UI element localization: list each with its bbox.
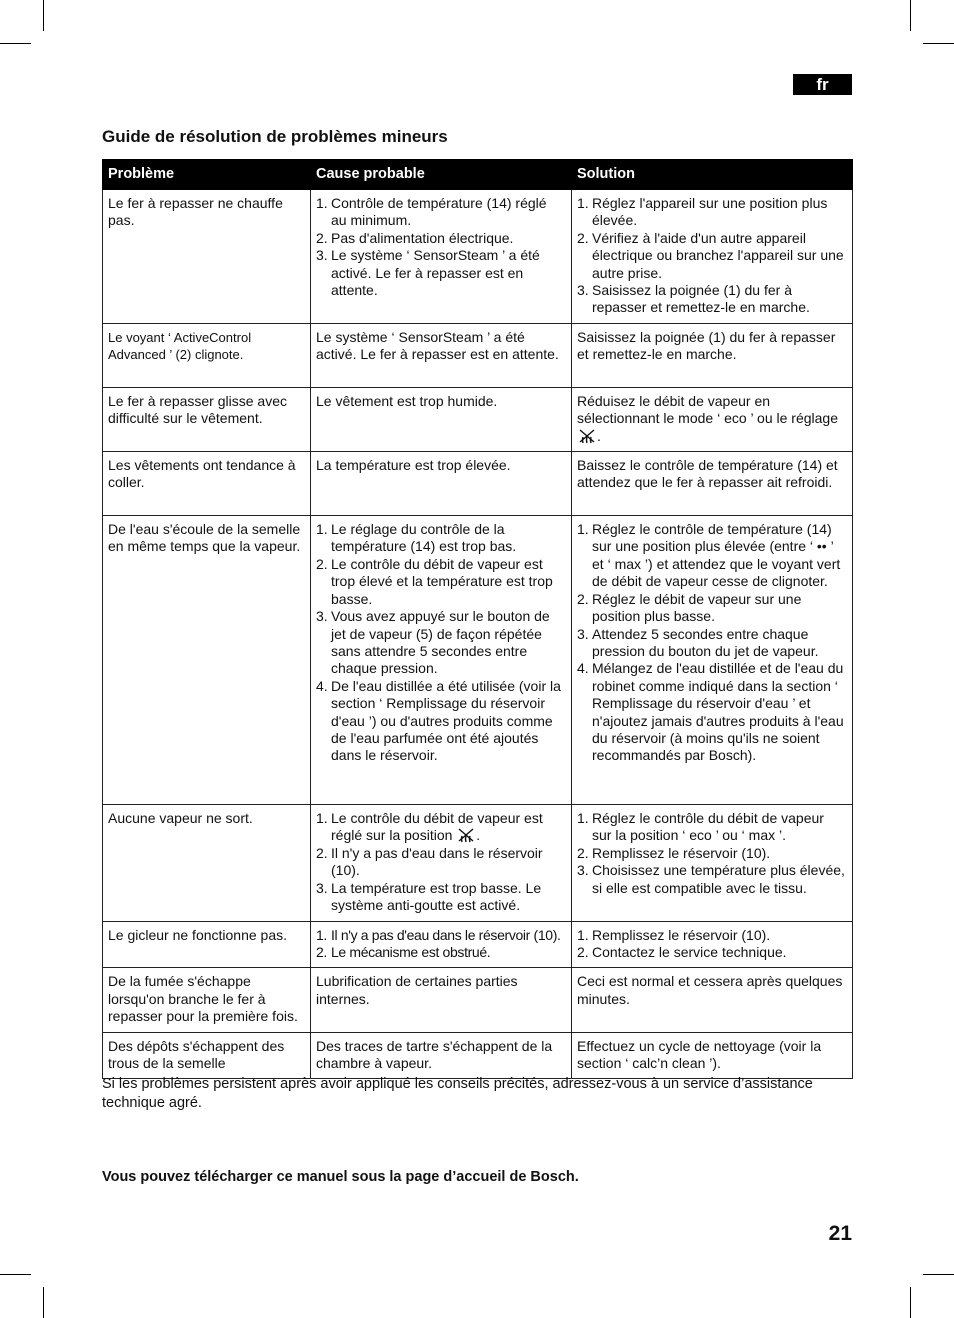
list-item: 3. La température est trop basse. Le système anti-goutte est activé. — [316, 879, 542, 914]
list-item: 1. Réglez le contrôle du débit de vapeur sur la position ‘ eco ’ ou ‘ max ’. — [577, 810, 824, 844]
steam-off-icon — [456, 827, 476, 843]
list-item: 2. Réglez le débit de vapeur sur une position plus basse. — [577, 590, 802, 625]
list-item: 2. Remplissez le réservoir (10). — [577, 844, 771, 861]
list-item: 3. Attendez 5 secondes entre chaque pression du bouton du jet de vapeur. — [577, 625, 819, 659]
solution-cell — [572, 921, 853, 968]
header-solution: Solution — [572, 160, 853, 190]
header-problem: Problème — [103, 160, 311, 190]
table-row — [103, 190, 853, 324]
solution-cell: Baissez le contrôle de température (14) et attendez que le fer à repasser ait refroidi. — [572, 452, 853, 516]
cause-cell: La température est trop élevée. — [311, 452, 572, 516]
list-item: 2. Le mécanisme est obstrué. — [316, 943, 491, 960]
problem-cell: Les vêtements ont tendance à coller. — [103, 452, 311, 516]
crop-mark — [0, 1274, 31, 1275]
persistent-problem-note: Si les problèmes persistent après avoir appliqué les conseils précités, adressez-vous à un service d’assistance technique agré. — [102, 1076, 813, 1111]
list-item: 1. Le réglage du contrôle de la température (14) est trop bas. — [316, 521, 517, 555]
page-number: 21 — [828, 1222, 852, 1245]
list-item: 2. Il n'y a pas d'eau dans le réservoir (10). — [316, 844, 543, 879]
table-row — [103, 1032, 853, 1079]
problem-cell: Le fer à repasser glisse avec difficulté sur le vêtement. — [103, 387, 311, 451]
solution-cell — [572, 190, 853, 324]
table-row — [103, 452, 853, 516]
section-title: Guide de résolution de problèmes mineurs — [102, 127, 448, 146]
solution-cell: Saisissez la poignée (1) du fer à repasser et remettez-le en marche. — [572, 323, 853, 387]
table-row — [103, 968, 853, 1032]
list-item: 4. Mélangez de l'eau distillée et de l'eau du robinet comme indiqué dans la section ‘ Remplissage du réservoir d'eau ’ et n'ajoutez jamais d'autres produits à l'eau du réservoir (à moins qu'ils ne soient recommandés par Bosch). — [577, 660, 844, 764]
table-row — [103, 921, 853, 968]
header-cause: Cause probable — [311, 160, 572, 190]
list-item: 2. Le contrôle du débit de vapeur est trop élevé et la température est trop basse. — [316, 555, 553, 607]
problem-cell: De l'eau s'écoule de la semelle en même temps que la vapeur. — [103, 516, 311, 805]
cause-cell — [311, 805, 572, 921]
list-item: 3. Choisissez une température plus élevée, si elle est compatible avec le tissu. — [577, 862, 845, 896]
crop-mark — [43, 1287, 44, 1318]
list-item: 2. Pas d'alimentation électrique. — [316, 229, 514, 246]
problem-cell: Aucune vapeur ne sort. — [103, 805, 311, 921]
table-row — [103, 387, 853, 451]
solution-cell: Réduisez le débit de vapeur en sélectionnant le mode ‘ eco ’ ou le réglage . — [572, 387, 853, 451]
solution-cell — [572, 516, 853, 805]
language-tab: fr — [793, 74, 852, 95]
table-row — [103, 516, 853, 805]
solution-cell: Effectuez un cycle de nettoyage (voir la section ‘ calc’n clean ’). — [572, 1032, 853, 1079]
list-item: 1. Remplissez le réservoir (10). — [577, 926, 771, 943]
list-item: 3. Vous avez appuyé sur le bouton de jet de vapeur (5) de façon répétée sans attendre 5 secondes entre chaque pression. — [316, 608, 550, 677]
table-row — [103, 323, 853, 387]
problem-cell: De la fumée s'échappe lorsqu'on branche le fer à repasser pour la première fois. — [103, 968, 311, 1032]
problem-cell: Le fer à repasser ne chauffe pas. — [103, 190, 311, 324]
list-item: 4. De l'eau distillée a été utilisée (voir la section ‘ Remplissage du réservoir d'eau ’) ou d'autres produits comme de l'eau parfumée ont été ajoutés dans le réservoir. — [316, 677, 561, 764]
cause-cell — [311, 921, 572, 968]
list-item: 2. Vérifiez à l'aide d'un autre appareil électrique ou branchez l'appareil sur une autre prise. — [577, 229, 844, 281]
list-item: 1. Le contrôle du débit de vapeur est réglé sur la position . — [316, 810, 543, 844]
cause-cell: Des traces de tartre s'échappent de la chambre à vapeur. — [311, 1032, 572, 1079]
problem-cell: Le gicleur ne fonctionne pas. — [103, 921, 311, 968]
problem-cell: Des dépôts s'échappent des trous de la semelle — [103, 1032, 311, 1079]
list-item: 1. Réglez le contrôle de température (14) sur une position plus élevée (entre ‘ •• ’ et ‘ max ’) et attendez que le voyant vert de débit de vapeur cesse de clignoter. — [577, 521, 841, 590]
list-item: 1. Contrôle de température (14) réglé au minimum. — [316, 195, 547, 229]
download-note: Vous pouvez télécharger ce manuel sous la page d’accueil de Bosch. — [102, 1169, 579, 1185]
table-header-row — [103, 160, 853, 190]
list-item: 3. Le système ‘ SensorSteam ’ a été activé. Le fer à repasser est en attente. — [316, 247, 540, 299]
crop-mark — [0, 43, 31, 44]
troubleshooting-table — [102, 159, 853, 1079]
list-item: 1. Réglez l'appareil sur une position plus élevée. — [577, 195, 828, 229]
crop-mark — [910, 0, 911, 31]
list-item: 3. Saisissez la poignée (1) du fer à repasser et remettez-le en marche. — [577, 282, 810, 316]
problem-cell: Le voyant ‘ ActiveControl Advanced ’ (2) clignote. — [103, 323, 311, 387]
list-item: 1. Il n'y a pas d'eau dans le réservoir (10). — [316, 926, 561, 943]
crop-mark — [43, 0, 44, 31]
cause-cell — [311, 516, 572, 805]
crop-mark — [923, 43, 954, 44]
steam-off-icon — [577, 428, 597, 444]
cause-cell: Le vêtement est trop humide. — [311, 387, 572, 451]
crop-mark — [923, 1274, 954, 1275]
crop-mark — [910, 1287, 911, 1318]
cause-cell: Le système ‘ SensorSteam ’ a été activé. Le fer à repasser est en attente. — [311, 323, 572, 387]
solution-cell — [572, 805, 853, 921]
cause-cell — [311, 190, 572, 324]
table-row — [103, 805, 853, 921]
list-item: 2. Contactez le service technique. — [577, 943, 787, 960]
cause-cell: Lubrification de certaines parties internes. — [311, 968, 572, 1032]
solution-cell: Ceci est normal et cessera après quelques minutes. — [572, 968, 853, 1032]
